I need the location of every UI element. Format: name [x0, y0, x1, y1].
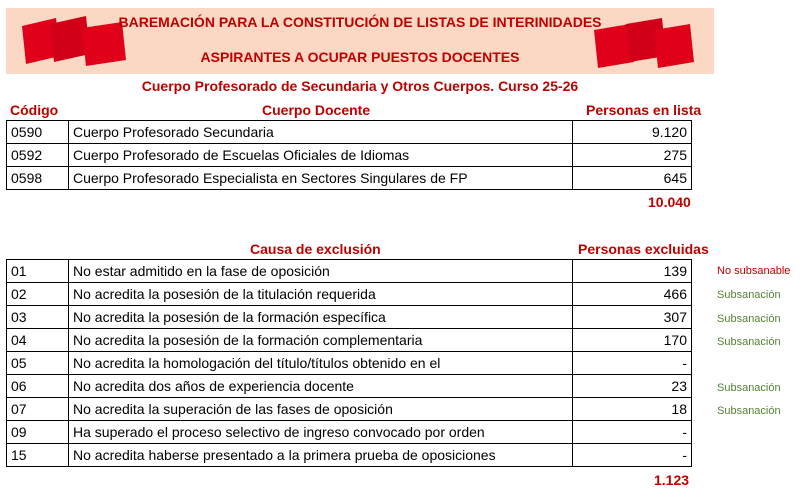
note-subsanacion: Subsanación	[717, 382, 781, 394]
note-subsanacion: Subsanación	[717, 313, 781, 325]
table-row	[7, 144, 692, 167]
row-code: 09	[7, 421, 69, 444]
row-value: 23	[573, 375, 692, 398]
row-desc: No acredita la posesión de la formación complementaria	[69, 329, 573, 352]
row-code: 07	[7, 398, 69, 421]
row-code: 15	[7, 444, 69, 467]
row-value: 466	[573, 283, 692, 306]
note-subsanacion: Subsanación	[717, 336, 781, 348]
header-banner	[6, 8, 714, 74]
note-subsanacion: Subsanación	[717, 289, 781, 301]
row-desc: No acredita la homologación del título/títulos obtenido en el	[69, 352, 573, 375]
table1-header-code: Código	[10, 102, 59, 118]
table-row	[7, 283, 692, 306]
row-value: 139	[573, 260, 692, 283]
row-desc: Cuerpo Profesorado de Escuelas Oficiales de Idiomas	[69, 144, 573, 167]
row-value: -	[573, 421, 692, 444]
row-value: 307	[573, 306, 692, 329]
table2-header-value: Personas excluidas	[578, 241, 709, 257]
row-value: -	[573, 352, 692, 375]
row-value: 170	[573, 329, 692, 352]
row-code: 02	[7, 283, 69, 306]
row-code: 03	[7, 306, 69, 329]
row-desc: Cuerpo Profesorado Especialista en Sectores Singulares de FP	[69, 167, 573, 190]
page-subtitle: Cuerpo Profesorado de Secundaria y Otros Cuerpos. Curso 25-26	[141, 78, 579, 94]
note-no-subsanable: No subsanable	[717, 265, 791, 277]
row-code: 06	[7, 375, 69, 398]
table2-total: 1.123	[654, 472, 690, 488]
row-code: 04	[7, 329, 69, 352]
table-row	[7, 121, 692, 144]
table-row	[7, 444, 692, 467]
row-desc: Ha superado el proceso selectivo de ingreso convocado por orden	[69, 421, 573, 444]
table-row	[7, 398, 692, 421]
row-desc: Cuerpo Profesorado Secundaria	[69, 121, 573, 144]
banner-title: BAREMACIÓN PARA LA CONSTITUCIÓN DE LISTAS DE INTERINIDADES	[118, 14, 602, 30]
row-value: 275	[573, 144, 692, 167]
row-code: 05	[7, 352, 69, 375]
row-desc: No acredita dos años de experiencia docente	[69, 375, 573, 398]
row-value: 18	[573, 398, 692, 421]
table-row	[7, 421, 692, 444]
row-code: 0590	[7, 121, 69, 144]
table2-header-desc: Causa de exclusión	[250, 241, 381, 257]
exclusions-table	[6, 259, 692, 467]
row-code: 01	[7, 260, 69, 283]
banner-subtitle: ASPIRANTES A OCUPAR PUESTOS DOCENTES	[200, 49, 520, 65]
table1-header-desc: Cuerpo Docente	[262, 102, 371, 118]
table-row	[7, 167, 692, 190]
row-value: -	[573, 444, 692, 467]
table-row	[7, 306, 692, 329]
row-value: 9.120	[573, 121, 692, 144]
table-row	[7, 260, 692, 283]
row-desc: No acredita la posesión de la formación específica	[69, 306, 573, 329]
row-value: 645	[573, 167, 692, 190]
row-desc: No acredita la posesión de la titulación requerida	[69, 283, 573, 306]
table-row	[7, 352, 692, 375]
table-row	[7, 329, 692, 352]
row-desc: No acredita la superación de las fases de oposición	[69, 398, 573, 421]
table-row	[7, 375, 692, 398]
row-desc: No acredita haberse presentado a la primera prueba de oposiciones	[69, 444, 573, 467]
row-code: 0592	[7, 144, 69, 167]
row-desc: No estar admitido en la fase de oposición	[69, 260, 573, 283]
bodies-table	[6, 120, 692, 190]
table1-header-value: Personas en lista	[586, 102, 702, 118]
row-code: 0598	[7, 167, 69, 190]
table1-total: 10.040	[648, 194, 691, 210]
note-subsanacion: Subsanación	[717, 405, 781, 417]
